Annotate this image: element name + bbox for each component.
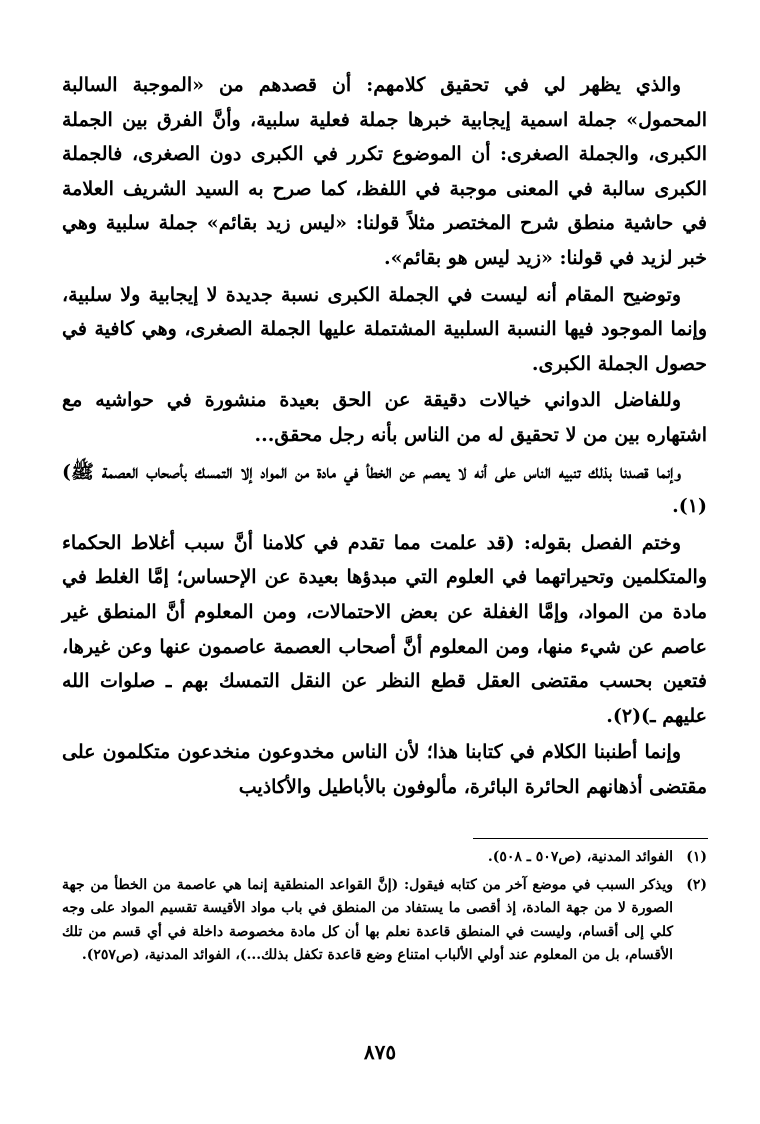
page-number: ٨٧٥ <box>363 1040 397 1064</box>
footnote-2-text: ويذكر السبب في موضع آخر من كتابه فيقول: (إنَّ القواعد المنطقية إنما هي عاصمة من الخطأ من جهة الصورة لا من جهة المادة، إذ أقصى ما يستفاد من المنطق في باب مواد الأقيسة تقسيم المواد على وجه كلي إلى أقسام، وليست في المنطق قاعدة نعلم بها أن كل مادة مخصوصة داخلة في أي قسم من تلك الأقسام، بل من المعلوم عند أولي الألباب امتناع وضع قاعدة تكفل بذلك...)، الفوائد المدنية، (ص٢٥٧). <box>62 876 673 964</box>
body-paragraph-6: وإنما أطنبنا الكلام في كتابنا هذا؛ لأن الناس مخدوعون منخدعون متكلمون على مقتضى أذهانهم الحائرة البائرة، مألوفون بالأباطيل والأكاذيب <box>62 741 707 798</box>
body-paragraph-1: والذي يظهر لي في تحقيق كلامهم: أن قصدهم من «الموجبة السالبة المحمول» جملة اسمية إيجابية خبرها جملة فعلية سلبية، وأنَّ الفرق بين الجملة الكبرى، والجملة الصغرى: أن الموضوع تكرر في الكبرى دون الصغرى، فالجملة الكبرى سالبة في المعنى موجبة في اللفظ، كما صرح به السيد الشريف العلامة في حاشية منطق شرح المختصر مثلاً قولنا: «ليس زيد بقائم» جملة سلبية وهي خبر لزيد في قولنا: «زيد ليس هو بقائم». <box>62 74 707 269</box>
body-paragraph-3: وللفاضل الدواني خيالات دقيقة عن الحق بعيدة منشورة في حواشيه مع اشتهاره بين من لا تحقيق له من الناس بأنه رجل محقق... <box>62 389 707 446</box>
footnote-1-number: (١) <box>686 849 707 865</box>
main-text <box>62 68 707 806</box>
footnote-1-text: الفوائد المدنية، (ص٥٠٧ ـ ٥٠٨). <box>487 849 673 865</box>
body-paragraph-2: وتوضيح المقام أنه ليست في الجملة الكبرى نسبة جديدة لا إيجابية ولا سلبية، وإنما الموجود فيها النسبة السلبية المشتملة عليها الجملة الصغرى، وهي كافية في حصول الجملة الكبرى. <box>62 283 707 375</box>
body-paragraph-4: وإنما قصدنا بذلك تنبيه الناس على أنه لا يعصم عن الخطأ في مادة من المواد إلا التمسك بأصحاب العصمة ﷺ)(١). <box>62 460 707 518</box>
body-paragraph-5: وختم الفصل بقوله: (قد علمت مما تقدم في كلامنا أنَّ سبب أغلاط الحكماء والمتكلمين وتحيراتهما في العلوم التي مبدؤها بعيدة عن الإحساس؛ إمَّا الغلط في مادة من المواد، وإمَّا الغفلة عن بعض الاحتمالات، ومن المعلوم أنَّ المنطق غير عاصم عن شيء منها، ومن المعلوم أنَّ أصحاب العصمة عاصمون عنها وعن غيرها، فتعين بحسب مقتضى العقل قطع النظر عن النقل التمسك بهم ـ صلوات الله عليهم ـ)(٢). <box>62 531 707 727</box>
footnote-2-number: (٢) <box>686 876 707 893</box>
footnotes <box>62 846 707 972</box>
footnote-separator <box>473 838 708 839</box>
footnote-1 <box>62 846 707 870</box>
footnote-2 <box>62 874 707 968</box>
